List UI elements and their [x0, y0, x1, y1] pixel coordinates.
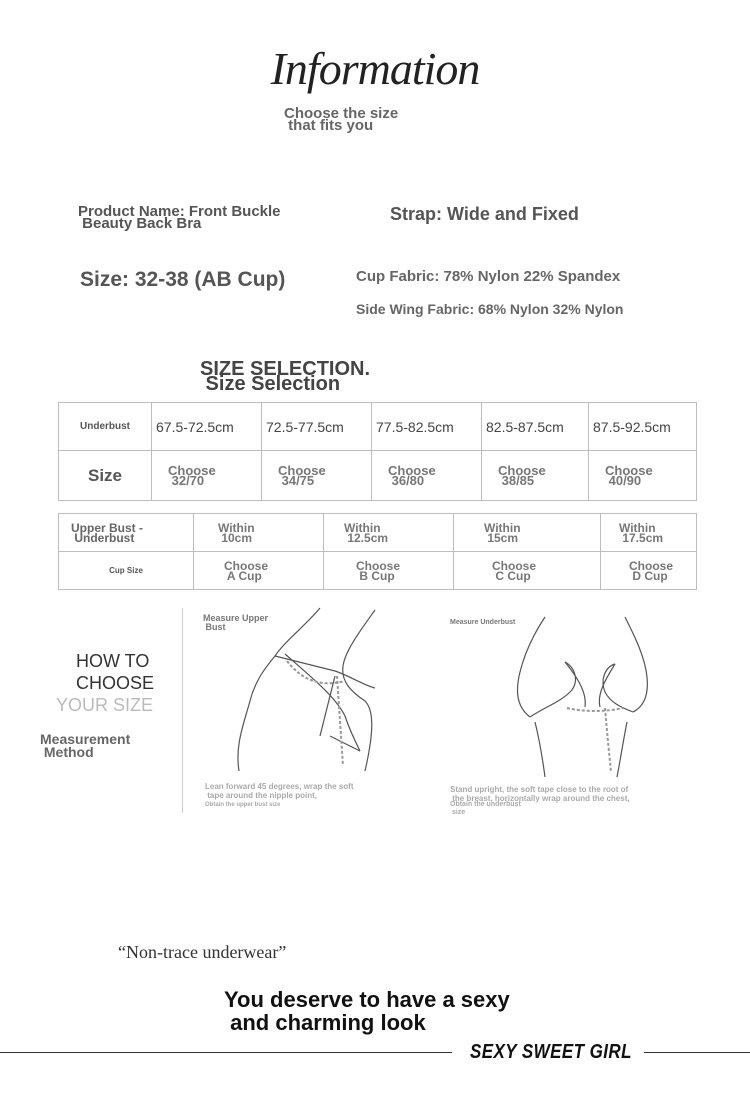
strap-info: Strap: Wide and Fixed — [390, 204, 579, 224]
measure-underbust-label: Measure Underbust — [450, 619, 516, 626]
side-wing-fabric-info: Side Wing Fabric: 68% Nylon 32% Nylon — [356, 301, 624, 317]
upper-bust-caption: Lean forward 45 degrees, wrap the soft tape around the nipple point, — [205, 782, 354, 800]
cup-choice: Choose B Cup — [324, 552, 454, 590]
how-to-line3: YOUR SIZE — [56, 695, 154, 715]
size-choice: Choose 38/85 — [482, 451, 589, 501]
size-header: Size — [59, 451, 152, 501]
bust-difference: Within 12.5cm — [324, 514, 454, 552]
cup-choice: Choose D Cup — [601, 552, 697, 590]
measurement-method: Measurement Method — [40, 731, 131, 760]
size-choice: Choose 32/70 — [152, 451, 262, 501]
underbust-range: 72.5-77.5cm — [262, 403, 372, 451]
size-info: Size: 32-38 (AB Cup) — [80, 268, 286, 291]
bust-difference: Within 10cm — [194, 514, 324, 552]
how-to-line1: HOW TO — [76, 651, 150, 671]
brand-name: SEXY SWEET GIRL — [470, 1041, 632, 1063]
divider — [182, 608, 183, 813]
quote-text: “Non-trace underwear” — [118, 942, 287, 962]
cup-size-header: Cup Size — [59, 552, 194, 590]
bust-difference: Within 17.5cm — [601, 514, 697, 552]
cup-fabric-info: Cup Fabric: 78% Nylon 22% Spandex — [356, 268, 621, 285]
upper-bust-illustration — [225, 606, 385, 776]
how-to-choose — [56, 650, 155, 716]
how-to-line2: CHOOSE — [76, 673, 155, 693]
underbust-range: 77.5-82.5cm — [372, 403, 482, 451]
page-title: Information — [270, 43, 480, 94]
measure-upper-bust-label: Measure Upper Bust — [203, 613, 269, 632]
underbust-range: 67.5-72.5cm — [152, 403, 262, 451]
cup-choice: Choose C Cup — [454, 552, 601, 590]
page-subtitle: Choose the size that fits you — [284, 105, 399, 134]
underbust-caption-2: Obtain the underbust size — [450, 801, 521, 816]
bust-difference: Within 15cm — [454, 514, 601, 552]
cup-choice: Choose A Cup — [194, 552, 324, 590]
size-choice: Choose 36/80 — [372, 451, 482, 501]
upper-bust-caption-2: Obtain the upper bust size — [205, 802, 281, 808]
underbust-size-table — [58, 402, 697, 501]
size-choice: Choose 40/90 — [589, 451, 697, 501]
footer-line-left — [0, 1052, 452, 1053]
footer-line-right — [644, 1052, 750, 1053]
underbust-caption: Stand upright, the soft tape close to the root of the breast, horizontally wrap around the chest, — [450, 785, 630, 803]
underbust-illustration — [505, 612, 665, 777]
size-selection-heading: SIZE SELECTION. Size Selection — [200, 358, 371, 395]
size-choice: Choose 34/75 — [262, 451, 372, 501]
slogan: You deserve to have a sexy and charming look — [224, 987, 510, 1035]
underbust-header: Underbust — [59, 403, 152, 451]
underbust-range: 82.5-87.5cm — [482, 403, 589, 451]
bust-difference-header: Upper Bust - Underbust — [59, 514, 194, 552]
cup-size-table — [58, 513, 697, 590]
product-name: Product Name: Front Buckle Beauty Back Bra — [78, 203, 281, 232]
underbust-range: 87.5-92.5cm — [589, 403, 697, 451]
